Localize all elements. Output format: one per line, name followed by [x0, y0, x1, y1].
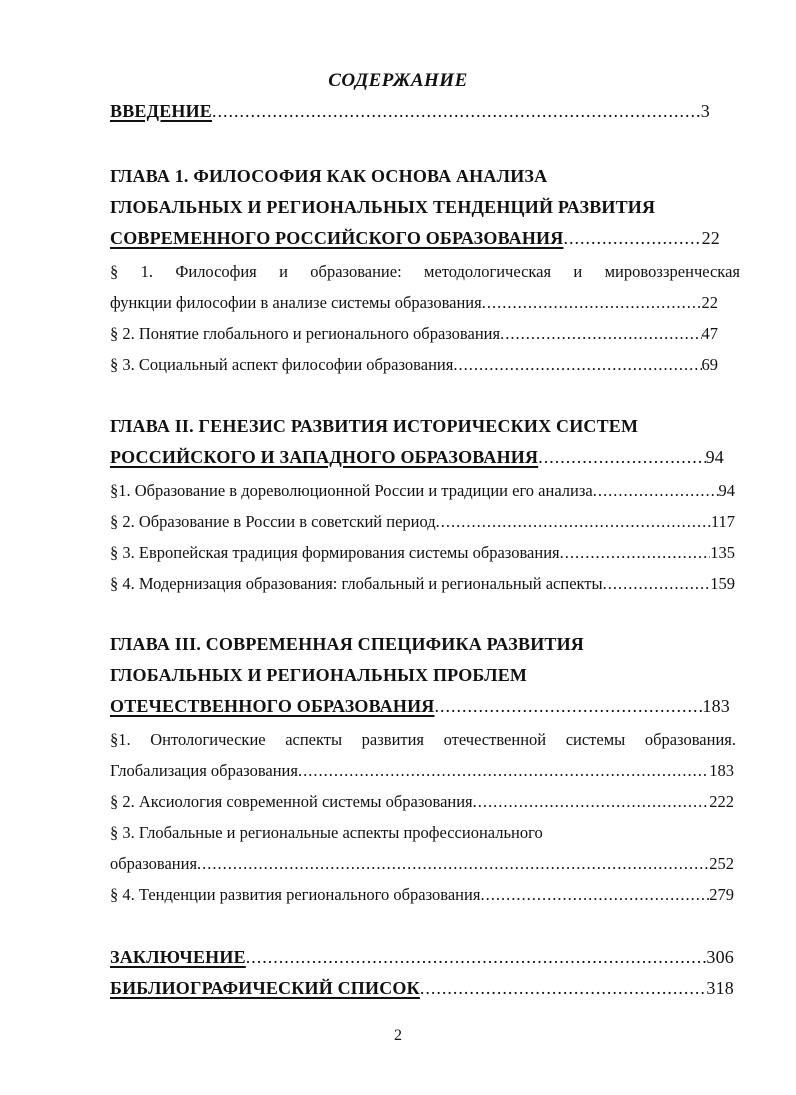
leader-dots	[453, 355, 701, 375]
toc-entry-page: 3	[700, 101, 710, 121]
toc-entry-page: 279	[709, 885, 734, 904]
toc-entry-title: ОТЕЧЕСТВЕННОГО ОБРАЗОВАНИЯ	[110, 696, 435, 716]
toc-entry-title: РОССИЙСКОГО И ЗАПАДНОГО ОБРАЗОВАНИЯ	[110, 447, 539, 467]
chapter-1-heading-line-3	[110, 228, 720, 249]
chapter-2-heading-line-2	[110, 447, 724, 468]
toc-entry-title: § 4. Тенденции развития регионального образования	[110, 885, 481, 904]
section-2-4	[110, 574, 735, 594]
toc-entry-title: § 3. Европейская традиция формирования системы образования	[110, 543, 560, 562]
toc-entry-title: БИБЛИОГРАФИЧЕСКИЙ СПИСОК	[110, 978, 420, 998]
toc-entry-page: 22	[701, 293, 718, 312]
chapter-3-heading-line-3	[110, 696, 730, 717]
section-2-3	[110, 543, 735, 563]
leader-dots	[482, 293, 702, 313]
toc-entry-page: 183	[709, 761, 734, 780]
toc-entry-page: 117	[710, 512, 735, 531]
section-1-2	[110, 324, 718, 344]
section-2-1	[110, 481, 735, 501]
section-3-3-line-1: § 3. Глобальные и региональные аспекты профессионального	[110, 823, 543, 842]
section-2-2	[110, 512, 735, 532]
toc-entry-title: ВВЕДЕНИЕ	[110, 101, 213, 121]
toc-entry-page: 47	[701, 324, 718, 343]
toc-entry-title: функции философии в анализе системы образования	[110, 293, 482, 312]
toc-entry-page: 222	[709, 792, 734, 811]
chapter-1-heading-line-2: ГЛОБАЛЬНЫХ И РЕГИОНАЛЬНЫХ ТЕНДЕНЦИЙ РАЗВИТИЯ	[110, 197, 656, 217]
chapter-1-heading-line-1: ГЛАВА 1. ФИЛОСОФИЯ КАК ОСНОВА АНАЛИЗА	[110, 166, 548, 186]
toc-entry-title: § 3. Социальный аспект философии образования	[110, 355, 454, 374]
toc-entry-page: 318	[706, 978, 734, 998]
toc-entry-title: § 4. Модернизация образования: глобальный и региональный аспекты	[110, 574, 603, 593]
section-1-1-line-1: § 1. Философия и образование: методологическая и мировоззренческая	[110, 262, 740, 281]
leader-dots	[197, 854, 709, 874]
section-1-3	[110, 355, 718, 375]
section-3-1-line-1: §1. Онтологические аспекты развития отечественной системы образования.	[110, 730, 736, 749]
toc-entry-title: Глобализация образования	[110, 761, 298, 780]
toc-entry-title: §1. Образование в дореволюционной России и традиции его анализа	[110, 481, 593, 500]
leader-dots	[473, 792, 710, 812]
leader-dots	[538, 447, 705, 468]
chapter-2-heading-line-1: ГЛАВА II. ГЕНЕЗИС РАЗВИТИЯ ИСТОРИЧЕСКИХ СИСТЕМ	[110, 416, 639, 436]
toc-entry-page: 94	[718, 481, 735, 500]
chapter-3-heading-line-1: ГЛАВА III. СОВРЕМЕННАЯ СПЕЦИФИКА РАЗВИТИЯ	[110, 634, 585, 654]
leader-dots	[593, 481, 719, 501]
toc-entry-bibliography	[110, 978, 734, 999]
leader-dots	[560, 543, 711, 563]
leader-dots	[480, 885, 709, 905]
page-number: 2	[394, 1027, 402, 1044]
toc-entry-page: 183	[702, 696, 730, 716]
toc-entry-conclusion	[110, 947, 734, 968]
toc-entry-title: § 2. Понятие глобального и регионального образования	[110, 324, 501, 343]
leader-dots	[603, 574, 711, 594]
toc-entry-title: ЗАКЛЮЧЕНИЕ	[110, 947, 246, 967]
leader-dots	[500, 324, 701, 344]
leader-dots	[563, 228, 701, 249]
toc-entry-title: § 2. Аксиология современной системы образования	[110, 792, 473, 811]
leader-dots	[434, 696, 702, 717]
toc-entry-intro	[110, 101, 710, 122]
leader-dots	[436, 512, 711, 532]
toc-entry-title: образования	[110, 854, 198, 873]
section-3-2	[110, 792, 734, 812]
toc-entry-page: 252	[709, 854, 734, 873]
toc-entry-page: 69	[701, 355, 718, 374]
section-3-3-line-2	[110, 854, 734, 874]
leader-dots	[420, 978, 707, 999]
section-1-1-line-2	[110, 293, 718, 313]
toc-entry-title: § 2. Образование в России в советский период	[110, 512, 436, 531]
toc-entry-page: 22	[701, 228, 720, 248]
toc-entry-page: 94	[705, 447, 724, 467]
toc-entry-page: 159	[710, 574, 735, 593]
leader-dots	[246, 947, 707, 968]
toc-entry-page: 135	[710, 543, 735, 562]
section-3-4	[110, 885, 734, 905]
page-title: СОДЕРЖАНИЕ	[328, 70, 468, 91]
toc-entry-title: СОВРЕМЕННОГО РОССИЙСКОГО ОБРАЗОВАНИЯ	[110, 228, 564, 248]
chapter-3-heading-line-2: ГЛОБАЛЬНЫХ И РЕГИОНАЛЬНЫХ ПРОБЛЕМ	[110, 665, 528, 685]
section-3-1-line-2	[110, 761, 734, 781]
leader-dots	[298, 761, 709, 781]
leader-dots	[212, 101, 701, 122]
toc-entry-page: 306	[706, 947, 734, 967]
